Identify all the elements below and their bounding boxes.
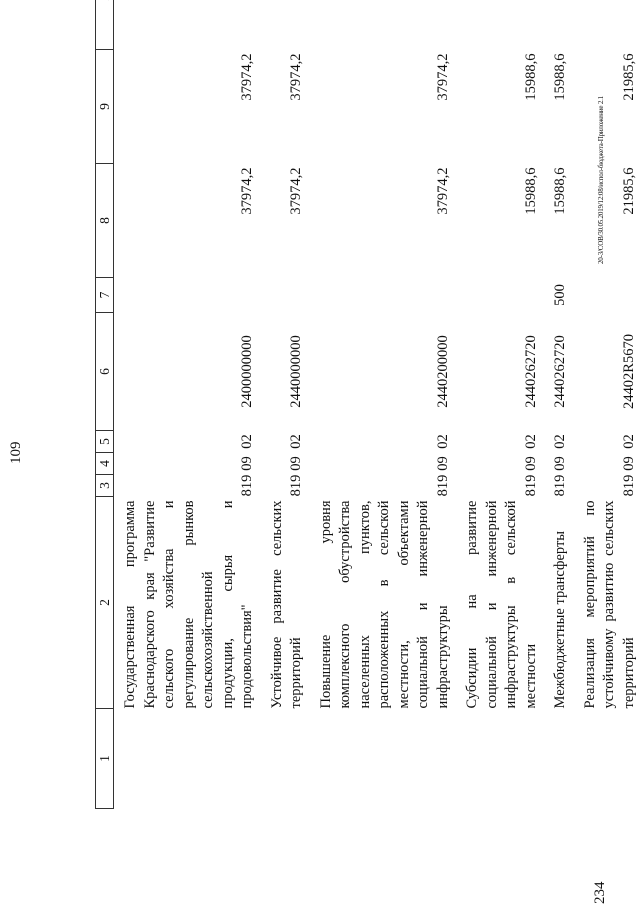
col-header: 5 bbox=[96, 431, 114, 453]
table-row bbox=[574, 0, 640, 809]
cell-col8: 15988,6 bbox=[522, 167, 539, 215]
cell-subsection: 02 bbox=[522, 434, 539, 449]
cell-admin: 819 bbox=[434, 474, 451, 497]
cell-admin: 819 bbox=[239, 474, 255, 497]
col-header: 6 bbox=[96, 313, 114, 431]
cell-expense-type bbox=[114, 278, 261, 313]
footer-reference: 20-3/СОВ/30.05.2019/12:08/испол-бюджета-Приложение 2.1 bbox=[597, 96, 605, 264]
cell-expense-type: 500 bbox=[552, 284, 568, 306]
page-number: 109 bbox=[8, 441, 24, 464]
cell-subsection: 02 bbox=[239, 434, 255, 449]
cell-subsection: 02 bbox=[288, 434, 304, 449]
col-header: 7 bbox=[96, 278, 114, 313]
header-row bbox=[96, 0, 114, 809]
cell-section: 09 bbox=[288, 456, 304, 471]
budget-table bbox=[95, 0, 640, 809]
cell-col10 bbox=[261, 0, 310, 50]
cell-section: 09 bbox=[239, 456, 255, 471]
col-header bbox=[96, 0, 114, 50]
cell-target: 2440200000 bbox=[434, 335, 451, 408]
col-header: 1 bbox=[96, 709, 114, 809]
col-header: 4 bbox=[96, 453, 114, 475]
cell-expense-type bbox=[456, 278, 544, 313]
cell-subsection: 02 bbox=[552, 434, 568, 449]
cell-col9: 37974,2 bbox=[288, 53, 304, 101]
cell-col8: 37974,2 bbox=[239, 167, 255, 215]
table-row bbox=[310, 0, 457, 809]
cell-col8: 37974,2 bbox=[288, 167, 304, 215]
cell-section: 09 bbox=[522, 456, 539, 471]
col-header: 9 bbox=[96, 50, 114, 164]
cell-admin: 819 bbox=[620, 474, 637, 497]
cell-section: 09 bbox=[620, 456, 637, 471]
cell-section: 09 bbox=[434, 456, 451, 471]
row-name: Межбюджетные трансферты bbox=[552, 530, 568, 709]
cell-col9: 15988,6 bbox=[552, 53, 568, 101]
col-header: 8 bbox=[96, 164, 114, 278]
cell-admin: 819 bbox=[552, 474, 568, 497]
table-row bbox=[544, 0, 574, 809]
cell-col10 bbox=[310, 0, 457, 50]
cell-target: 2440262720 bbox=[552, 335, 568, 408]
cell-subsection: 02 bbox=[620, 434, 637, 449]
cell-expense-type bbox=[261, 278, 310, 313]
cell-subsection: 02 bbox=[434, 434, 451, 449]
table-row bbox=[456, 0, 544, 809]
cell-col8: 15988,6 bbox=[552, 167, 568, 215]
row-name: Субсидии на развитие социальной и инженерной инфраструктуры в сельской местности bbox=[464, 500, 539, 709]
cell-col9: 15988,6 bbox=[522, 53, 539, 101]
cell-col8: 21985,6 bbox=[620, 167, 637, 215]
sheet-number: 234 bbox=[592, 881, 608, 904]
row-name: Устойчивое развитие сельских территорий bbox=[268, 500, 304, 709]
row-name: Повышение уровня комплексного обустройства населенных пунктов, расположенных в сельской местности, объектами социальной и инженерной инфраструктуры bbox=[317, 500, 451, 709]
cell-col10 bbox=[114, 0, 261, 50]
cell-col10 bbox=[544, 0, 574, 50]
cell-expense-type bbox=[574, 278, 640, 313]
cell-col8: 37974,2 bbox=[434, 167, 451, 215]
cell-target: 24402R5670 bbox=[620, 334, 637, 409]
cell-admin: 819 bbox=[288, 474, 304, 497]
table-row bbox=[261, 0, 310, 809]
cell-col9: 37974,2 bbox=[434, 53, 451, 101]
row-name: Государственная программа Краснодарского края "Развитие сельского хозяйства и регулирование рынков сельскохозяйственной продукции, сырья и продовольствия" bbox=[122, 500, 255, 709]
cell-target: 2400000000 bbox=[239, 335, 255, 408]
cell-target: 2440262720 bbox=[522, 335, 539, 408]
cell-section: 09 bbox=[552, 456, 568, 471]
cell-col10 bbox=[574, 0, 640, 50]
col-header: 3 bbox=[96, 475, 114, 497]
cell-col9: 21985,6 bbox=[620, 53, 637, 101]
cell-admin: 819 bbox=[522, 474, 539, 497]
col-header: 2 bbox=[96, 497, 114, 709]
cell-col10 bbox=[456, 0, 544, 50]
cell-expense-type bbox=[310, 278, 457, 313]
table-row bbox=[114, 0, 261, 809]
row-name: Реализация мероприятий по устойчивому развитию сельских территорий bbox=[581, 500, 637, 709]
cell-col9: 37974,2 bbox=[239, 53, 255, 101]
cell-target: 2440000000 bbox=[288, 335, 304, 408]
